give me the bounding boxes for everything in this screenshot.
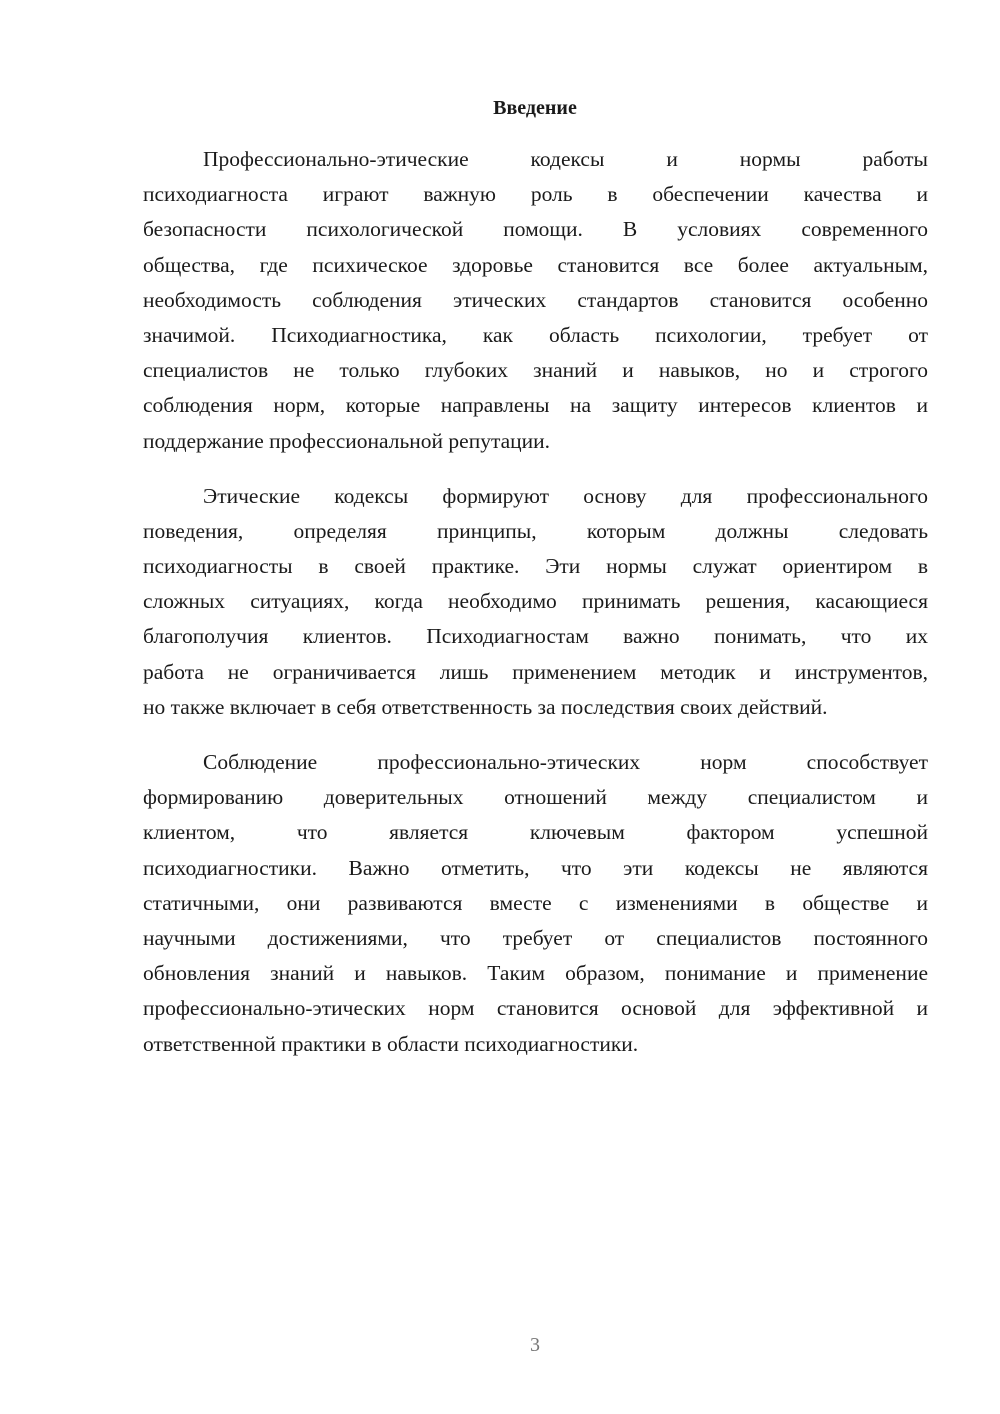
paragraph-line: профессионально-этических норм становится основой для эффективной и xyxy=(143,996,928,1021)
paragraph-line: но также включает в себя ответственность за последствия своих действий. xyxy=(143,694,828,719)
section-title: Введение xyxy=(493,97,577,119)
paragraph-line: психодиагностики. Важно отметить, что эти кодексы не являются xyxy=(143,855,928,880)
paragraph-line: работа не ограничивается лишь применением методик и инструментов, xyxy=(143,659,928,684)
paragraph-line: необходимость соблюдения этических стандартов становится особенно xyxy=(143,287,928,312)
paragraph-line: специалистов не только глубоких знаний и навыков, но и строгого xyxy=(143,358,928,383)
paragraph-line: безопасности психологической помощи. В условиях современного xyxy=(143,217,928,242)
paragraph-line: благополучия клиентов. Психодиагностам важно понимать, что их xyxy=(143,624,928,649)
paragraph-line: психодиагносты в своей практике. Эти нормы служат ориентиром в xyxy=(143,554,928,579)
paragraph-line: поведения, определяя принципы, которым должны следовать xyxy=(143,518,928,543)
paragraph xyxy=(143,142,928,459)
paragraph-line: Профессионально-этические кодексы и нормы работы xyxy=(203,147,928,171)
paragraph-line: поддержание профессиональной репутации. xyxy=(143,428,551,453)
paragraph-line: психодиагноста играют важную роль в обеспечении качества и xyxy=(143,182,928,207)
paragraph-line: клиентом, что является ключевым фактором успешной xyxy=(143,820,928,845)
paragraph-line: соблюдения норм, которые направлены на защиту интересов клиентов и xyxy=(143,393,928,418)
paragraph-line: Соблюдение профессионально-этических норм способствует xyxy=(203,750,928,774)
paragraph-line: сложных ситуациях, когда необходимо принимать решения, касающиеся xyxy=(143,589,928,614)
paragraph-line: формированию доверительных отношений между специалистом и xyxy=(143,785,928,810)
paragraph xyxy=(143,745,928,1062)
paragraph-line: общества, где психическое здоровье становится все более актуальным, xyxy=(143,252,928,277)
paragraph-line: значимой. Психодиагностика, как область психологии, требует от xyxy=(143,322,928,347)
paragraph-line: статичными, они развиваются вместе с изменениями в обществе и xyxy=(143,890,928,915)
paragraph-line: научными достижениями, что требует от специалистов постоянного xyxy=(143,925,928,950)
paragraph xyxy=(143,479,928,725)
document-body xyxy=(143,142,928,1082)
paragraph-line: обновления знаний и навыков. Таким образом, понимание и применение xyxy=(143,961,928,986)
page-number: 3 xyxy=(530,1334,540,1356)
paragraph-line: ответственной практики в области психодиагностики. xyxy=(143,1031,639,1056)
paragraph-line: Этические кодексы формируют основу для профессионального xyxy=(203,483,928,508)
